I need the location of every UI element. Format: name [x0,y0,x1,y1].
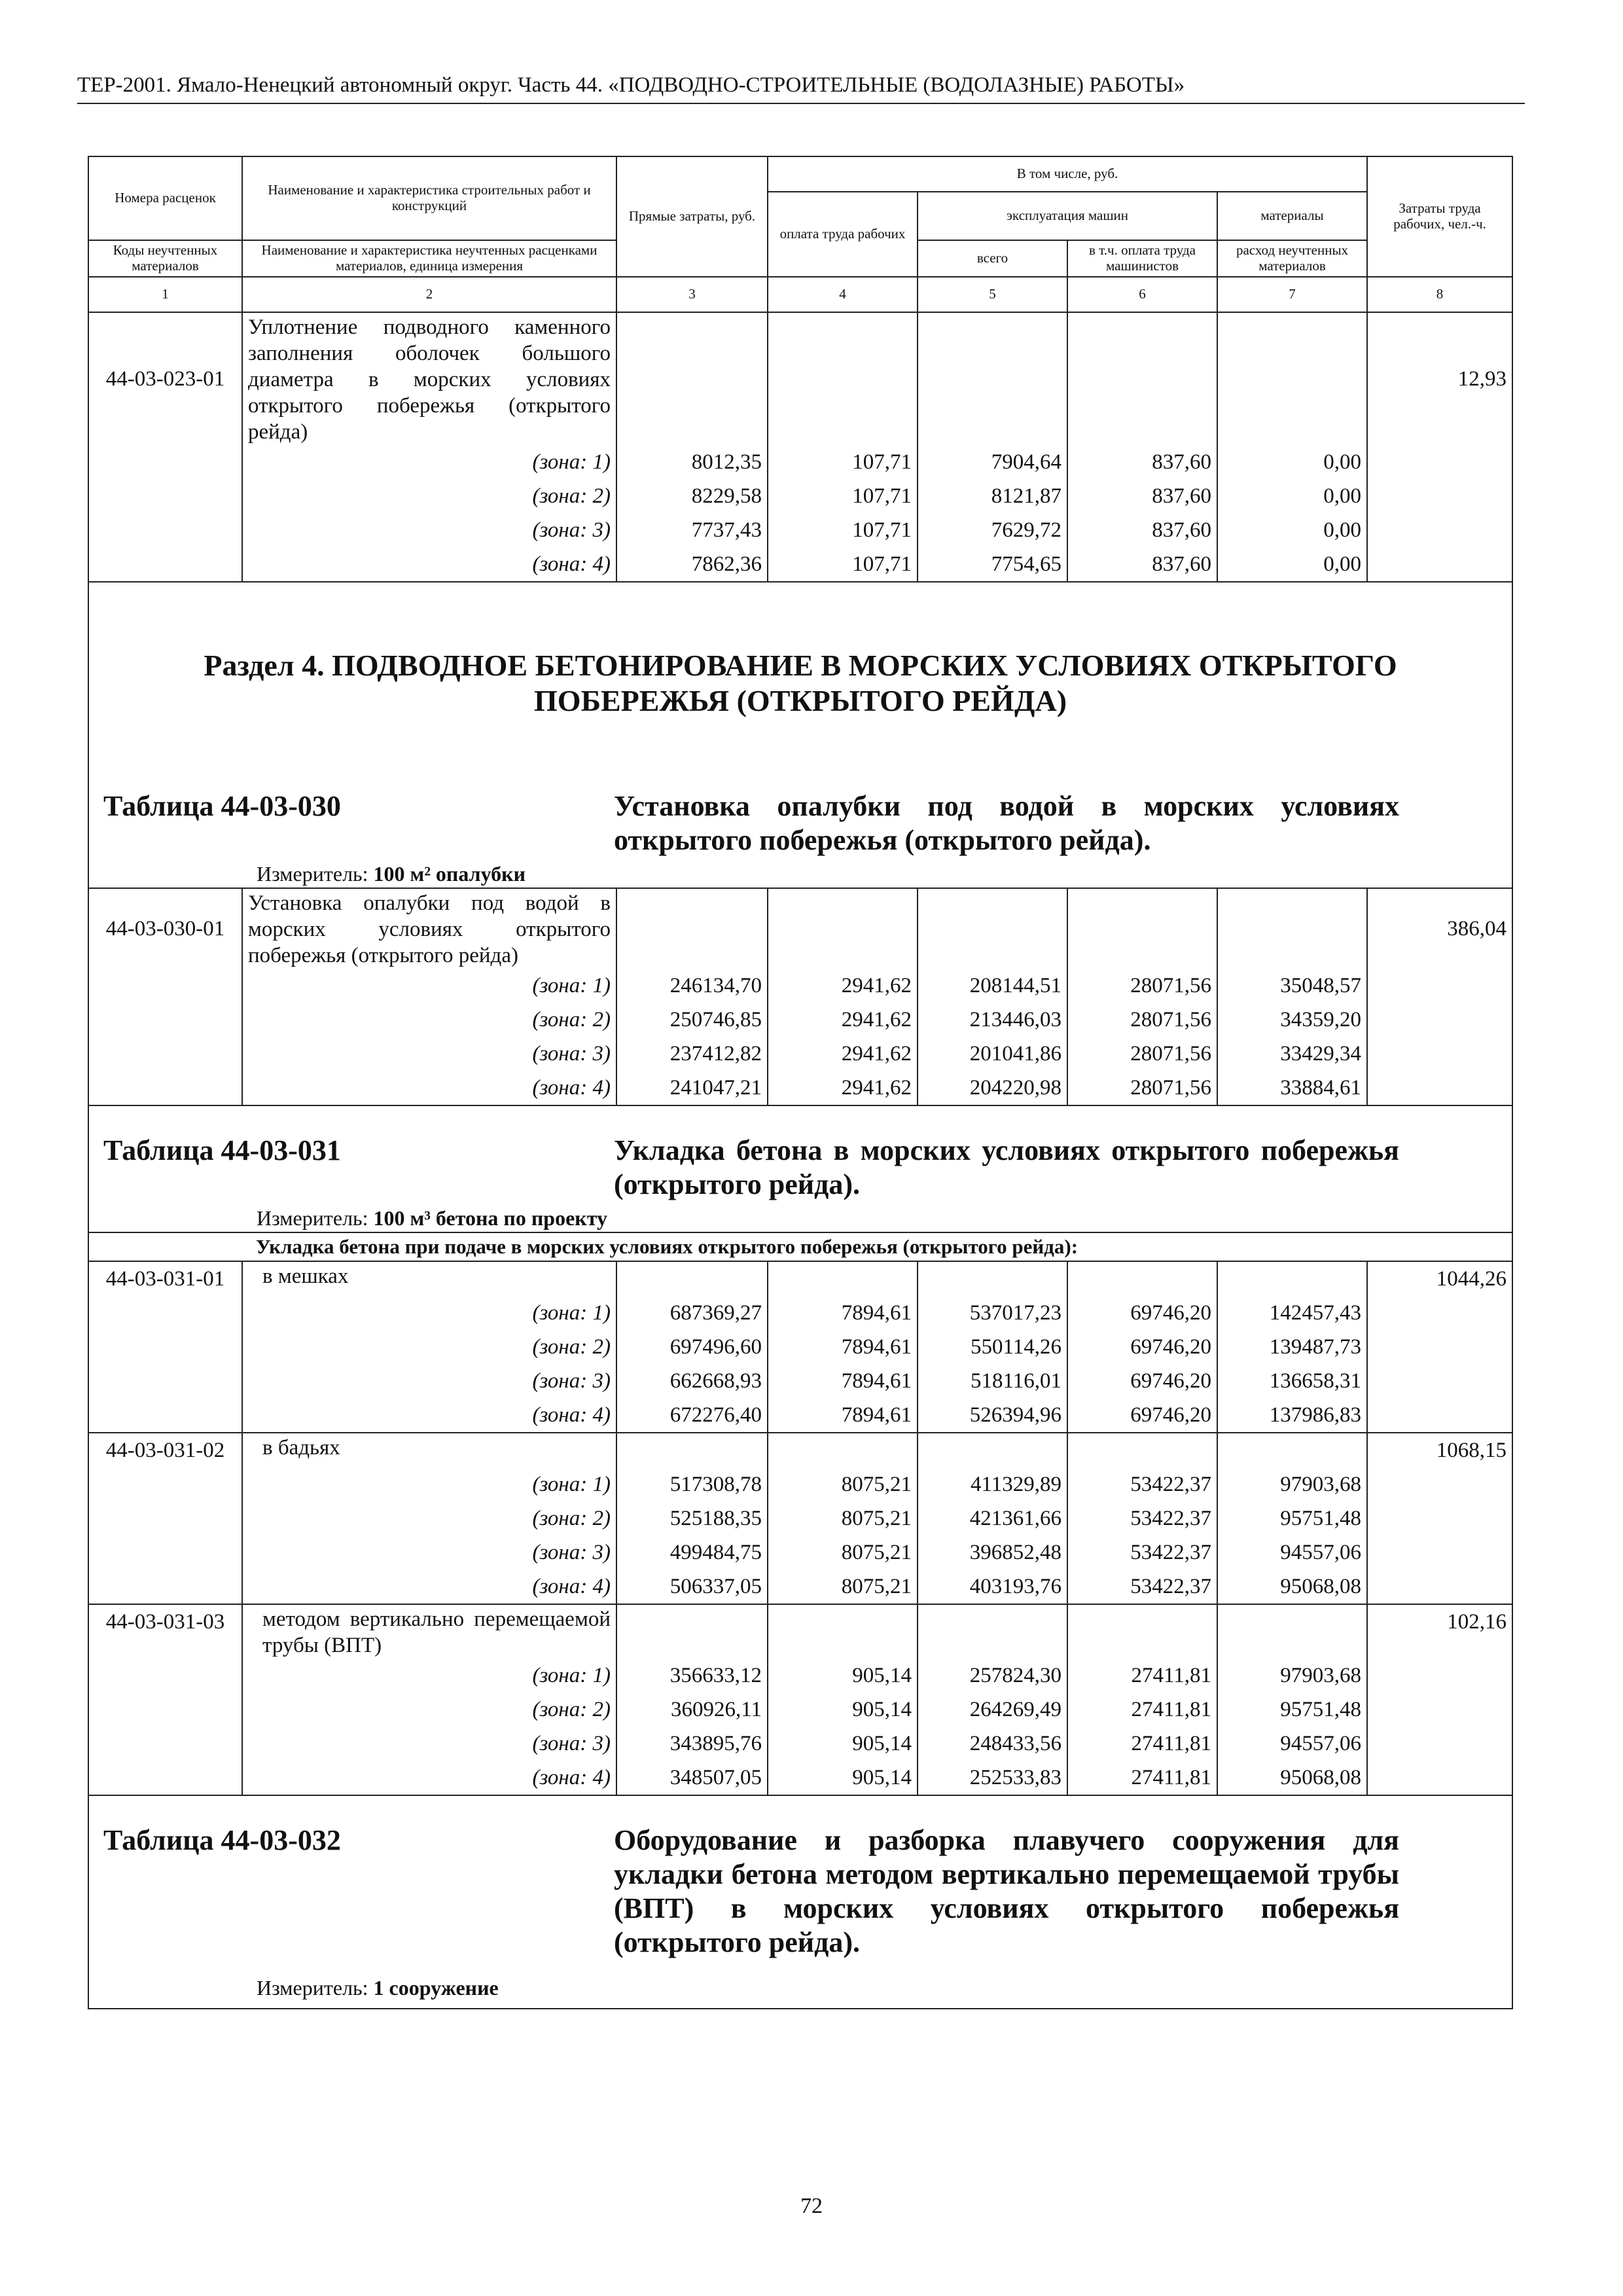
empty-cell [88,1003,242,1037]
zone-label: (зона: 3) [242,1364,616,1398]
empty-cell [1367,1693,1512,1727]
empty-cell [1367,1501,1512,1535]
measure-prefix: Измеритель: [257,1976,374,2000]
col-number: 8 [1367,277,1512,312]
direct-cost: 343895,76 [616,1727,768,1761]
materials-cost: 0,00 [1217,445,1367,479]
empty-cell [1367,1037,1512,1071]
wages-cost: 8075,21 [768,1570,918,1604]
materials-cost: 0,00 [1217,479,1367,513]
zone-row [88,547,1512,582]
rate-group-023 [88,312,1512,445]
price-table-grid [88,156,1513,2009]
direct-cost: 672276,40 [616,1398,768,1433]
zone-row [88,1761,1512,1795]
empty-cell [88,1398,242,1433]
col-name-header: Наименование и характеристика строительных работ и конструкций [242,156,616,240]
machines-cost: 518116,01 [918,1364,1067,1398]
wages-cost: 2941,62 [768,969,918,1003]
materials-cost: 137986,83 [1217,1398,1367,1433]
machinist-wages: 53422,37 [1067,1467,1217,1501]
empty-cell [88,513,242,547]
direct-cost: 356633,12 [616,1659,768,1693]
zone-row [88,1501,1512,1535]
table-number: Таблица 44-03-032 [103,1824,341,1856]
machines-cost: 526394,96 [918,1398,1067,1433]
materials-cost: 0,00 [1217,547,1367,582]
zone-row [88,1727,1512,1761]
col-codes-header: Коды неучтенных материалов [88,240,242,277]
wages-cost: 8075,21 [768,1467,918,1501]
machines-cost: 213446,03 [918,1003,1067,1037]
rate-description: Установка опалубки под водой в морских условиях открытого побережья (открытого рейда) [242,888,616,969]
machines-cost: 537017,23 [918,1296,1067,1330]
machinist-wages: 28071,56 [1067,1071,1217,1105]
machinist-wages: 53422,37 [1067,1501,1217,1535]
col-number: 3 [616,277,768,312]
machinist-wages: 837,60 [1067,547,1217,582]
section-title-line-2: ПОБЕРЕЖЬЯ (ОТКРЫТОГО РЕЙДА) [534,684,1067,717]
materials-cost: 142457,43 [1217,1296,1367,1330]
rate-row [88,1604,1512,1659]
rate-groups-031 [88,1261,1512,1795]
empty-cell [1067,1261,1217,1296]
measure-unit [103,1960,1501,2001]
measure-unit [103,1202,1501,1232]
direct-cost: 250746,85 [616,1003,768,1037]
zone-label: (зона: 2) [242,1003,616,1037]
materials-cost: 94557,06 [1217,1535,1367,1570]
zone-label: (зона: 3) [242,1037,616,1071]
rate-description: методом вертикально перемещаемой трубы (ВПТ) [242,1604,616,1659]
machines-cost: 204220,98 [918,1071,1067,1105]
machines-cost: 248433,56 [918,1727,1067,1761]
machines-cost: 421361,66 [918,1501,1067,1535]
zone-rows-023 [88,445,1512,582]
machinist-wages: 837,60 [1067,513,1217,547]
table-title: Укладка бетона в морских условиях открытого побережья (открытого рейда). [614,1134,1399,1200]
zone-row [88,969,1512,1003]
zone-label: (зона: 1) [242,1467,616,1501]
machines-cost: 403193,76 [918,1570,1067,1604]
materials-cost: 34359,20 [1217,1003,1367,1037]
wages-cost: 7894,61 [768,1398,918,1433]
machines-cost: 550114,26 [918,1330,1067,1364]
zone-row [88,1570,1512,1604]
empty-cell [1367,513,1512,547]
col-number: 7 [1217,277,1367,312]
machinist-wages: 69746,20 [1067,1364,1217,1398]
materials-cost: 94557,06 [1217,1727,1367,1761]
measure-value: 100 м³ бетона по проекту [373,1206,608,1230]
materials-cost: 95068,08 [1217,1761,1367,1795]
machines-cost: 7629,72 [918,513,1067,547]
machines-cost: 7904,64 [918,445,1067,479]
zone-label: (зона: 2) [242,1501,616,1535]
labor-value: 102,16 [1367,1604,1512,1659]
wages-cost: 8075,21 [768,1501,918,1535]
wages-cost: 7894,61 [768,1364,918,1398]
direct-cost: 687369,27 [616,1296,768,1330]
rate-code: 44-03-031-02 [88,1433,242,1467]
empty-cell [88,969,242,1003]
empty-cell [88,1296,242,1330]
empty-cell [1367,547,1512,582]
col-number: 5 [918,277,1067,312]
zone-row [88,1693,1512,1727]
zone-row [88,1467,1512,1501]
table-032-heading [88,1795,1512,2009]
col-numbers-header: Номера расценок [88,156,242,240]
wages-cost: 2941,62 [768,1003,918,1037]
empty-cell [1217,1604,1367,1659]
rate-code: 44-03-031-03 [88,1604,242,1659]
zone-row [88,445,1512,479]
col-machines-header: эксплуатация машин [918,192,1217,240]
machinist-wages: 28071,56 [1067,1003,1217,1037]
zone-label: (зона: 1) [242,969,616,1003]
direct-cost: 517308,78 [616,1467,768,1501]
zone-label: (зона: 1) [242,1659,616,1693]
zone-row [88,1398,1512,1433]
table-031-heading [88,1105,1512,1261]
zone-label: (зона: 3) [242,513,616,547]
measure-prefix: Измеритель: [257,1206,374,1230]
machines-cost: 208144,51 [918,969,1067,1003]
direct-cost: 525188,35 [616,1501,768,1535]
empty-cell [1367,479,1512,513]
wages-cost: 905,14 [768,1659,918,1693]
zone-label: (зона: 2) [242,1330,616,1364]
col-wages-header: оплата труда рабочих [768,192,918,277]
zone-row [88,1037,1512,1071]
empty-cell [88,1761,242,1795]
labor-value: 1068,15 [1367,1433,1512,1467]
table-title: Установка опалубки под водой в морских условиях открытого побережья (открытого рейда). [614,790,1399,856]
zone-row [88,1296,1512,1330]
direct-cost: 348507,05 [616,1761,768,1795]
machinist-wages: 27411,81 [1067,1659,1217,1693]
empty-cell [1367,969,1512,1003]
zone-row [88,1071,1512,1105]
empty-cell [1217,1433,1367,1467]
rate-code: 44-03-031-01 [88,1261,242,1296]
machines-cost: 257824,30 [918,1659,1067,1693]
empty-cell [1367,1659,1512,1693]
wages-cost: 107,71 [768,445,918,479]
machines-cost: 8121,87 [918,479,1067,513]
zone-row [88,513,1512,547]
direct-cost: 241047,21 [616,1071,768,1105]
empty-cell [88,1535,242,1570]
direct-cost: 662668,93 [616,1364,768,1398]
zone-row [88,1003,1512,1037]
wages-cost: 905,14 [768,1761,918,1795]
labor-value: 386,04 [1367,888,1512,969]
machinist-wages: 53422,37 [1067,1535,1217,1570]
rate-row [88,888,1512,969]
materials-cost: 97903,68 [1217,1467,1367,1501]
materials-cost: 33429,34 [1217,1037,1367,1071]
machines-cost: 264269,49 [918,1693,1067,1727]
rate-group-030 [88,888,1512,969]
empty-cell [88,1570,242,1604]
zone-row [88,1364,1512,1398]
machines-cost: 201041,86 [918,1037,1067,1071]
empty-cell [88,1727,242,1761]
machines-cost: 7754,65 [918,547,1067,582]
section-heading [88,582,1512,738]
col-direct-header: Прямые затраты, руб. [616,156,768,277]
zone-row [88,1535,1512,1570]
materials-cost: 35048,57 [1217,969,1367,1003]
labor-value: 12,93 [1367,312,1512,445]
zone-label: (зона: 2) [242,1693,616,1727]
rate-code: 44-03-030-01 [88,888,242,969]
zone-label: (зона: 4) [242,1071,616,1105]
wages-cost: 7894,61 [768,1296,918,1330]
empty-cell [88,1467,242,1501]
materials-cost: 0,00 [1217,513,1367,547]
empty-cell [1367,1364,1512,1398]
materials-cost: 95751,48 [1217,1693,1367,1727]
wages-cost: 2941,62 [768,1071,918,1105]
zone-label: (зона: 2) [242,479,616,513]
col-number: 1 [88,277,242,312]
direct-cost: 8229,58 [616,479,768,513]
direct-cost: 697496,60 [616,1330,768,1364]
section-title-line-1: Раздел 4. ПОДВОДНОЕ БЕТОНИРОВАНИЕ В МОРСКИХ УСЛОВИЯХ ОТКРЫТОГО [204,649,1397,682]
zone-label: (зона: 4) [242,1761,616,1795]
machinist-wages: 69746,20 [1067,1296,1217,1330]
direct-cost: 246134,70 [616,969,768,1003]
empty-cell [616,1261,768,1296]
col-name-materials-header: Наименование и характеристика неучтенных расценками материалов, единица измерения [242,240,616,277]
rate-description: в бадьях [242,1433,616,1467]
machinist-wages: 28071,56 [1067,1037,1217,1071]
measure-value: 1 сооружение [373,1976,499,2000]
direct-cost: 360926,11 [616,1693,768,1727]
wages-cost: 107,71 [768,513,918,547]
empty-cell [918,1604,1067,1659]
table-number: Таблица 44-03-030 [103,790,341,822]
empty-cell [1367,1570,1512,1604]
machinist-wages: 27411,81 [1067,1761,1217,1795]
empty-cell [1067,1604,1217,1659]
machines-cost: 411329,89 [918,1467,1067,1501]
wages-cost: 905,14 [768,1727,918,1761]
labor-value: 1044,26 [1367,1261,1512,1296]
machinist-wages: 27411,81 [1067,1727,1217,1761]
wages-cost: 8075,21 [768,1535,918,1570]
col-machinist-header: в т.ч. оплата труда машинистов [1067,240,1217,277]
machines-cost: 396852,48 [918,1535,1067,1570]
empty-cell [1367,1003,1512,1037]
machinist-wages: 27411,81 [1067,1693,1217,1727]
col-number: 4 [768,277,918,312]
empty-cell [1367,1535,1512,1570]
direct-cost: 499484,75 [616,1535,768,1570]
col-labor-header: Затраты труда рабочих, чел.-ч. [1367,156,1512,277]
table-030-heading [88,738,1512,888]
zone-label: (зона: 1) [242,445,616,479]
column-numbering [88,277,1512,312]
col-materials-header: материалы [1217,192,1367,240]
machinist-wages: 837,60 [1067,479,1217,513]
empty-cell [88,445,242,479]
machinist-wages: 53422,37 [1067,1570,1217,1604]
machinist-wages: 28071,56 [1067,969,1217,1003]
empty-cell [1067,1433,1217,1467]
table-header [88,156,1512,312]
empty-cell [88,1693,242,1727]
empty-cell [768,1261,918,1296]
empty-cell [88,1071,242,1105]
materials-cost: 97903,68 [1217,1659,1367,1693]
empty-cell [616,1604,768,1659]
empty-cell [918,1261,1067,1296]
machinist-wages: 837,60 [1067,445,1217,479]
col-unaccounted-header: расход неучтенных материалов [1217,240,1367,277]
price-table [88,156,1512,2009]
zone-row [88,479,1512,513]
empty-cell [1367,1330,1512,1364]
materials-cost: 139487,73 [1217,1330,1367,1364]
zone-rows-030 [88,969,1512,1105]
measure-value: 100 м² опалубки [373,862,526,886]
empty-cell [1367,1071,1512,1105]
zone-label: (зона: 3) [242,1727,616,1761]
col-total-header: всего [918,240,1067,277]
rate-description: в мешках [242,1261,616,1296]
empty-cell [88,1330,242,1364]
rate-row [88,1261,1512,1296]
page-number: 72 [800,2194,823,2218]
empty-cell [1367,1398,1512,1433]
table-number: Таблица 44-03-031 [103,1134,341,1166]
rate-code: 44-03-023-01 [88,312,242,445]
empty-cell [918,1433,1067,1467]
col-including-header: В том числе, руб. [768,156,1367,192]
zone-label: (зона: 4) [242,1570,616,1604]
empty-cell [88,547,242,582]
table-title: Оборудование и разборка плавучего сооружения для укладки бетона методом вертикально перемещаемой трубы (ВПТ) в морских условиях открытого побережья (открытого рейда). [614,1824,1399,1958]
measure-prefix: Измеритель: [257,862,374,886]
rate-row [88,312,1512,445]
rate-row [88,1433,1512,1467]
wages-cost: 905,14 [768,1693,918,1727]
empty-cell [88,1501,242,1535]
section-title [88,582,1512,738]
direct-cost: 506337,05 [616,1570,768,1604]
empty-cell [1367,1727,1512,1761]
direct-cost: 237412,82 [616,1037,768,1071]
empty-cell [1367,1296,1512,1330]
wages-cost: 2941,62 [768,1037,918,1071]
measure-unit [103,857,1501,888]
empty-cell [768,1433,918,1467]
machines-cost: 252533,83 [918,1761,1067,1795]
col-number: 6 [1067,277,1217,312]
empty-cell [1367,1467,1512,1501]
materials-cost: 95068,08 [1217,1570,1367,1604]
machinist-wages: 69746,20 [1067,1398,1217,1433]
empty-cell [768,1604,918,1659]
zone-label: (зона: 1) [242,1296,616,1330]
materials-cost: 95751,48 [1217,1501,1367,1535]
empty-cell [88,1364,242,1398]
empty-cell [1367,445,1512,479]
wages-cost: 107,71 [768,479,918,513]
materials-cost: 136658,31 [1217,1364,1367,1398]
zone-label: (зона: 4) [242,547,616,582]
empty-cell [1367,1761,1512,1795]
zone-row [88,1330,1512,1364]
page-header: ТЕР-2001. Ямало-Ненецкий автономный округ. Часть 44. «ПОДВОДНО-СТРОИТЕЛЬНЫЕ (ВОДОЛАЗНЫЕ) РАБОТЫ» [77,73,1525,104]
zone-label: (зона: 4) [242,1398,616,1433]
zone-label: (зона: 3) [242,1535,616,1570]
machinist-wages: 69746,20 [1067,1330,1217,1364]
empty-cell [88,479,242,513]
empty-cell [88,1037,242,1071]
zone-row [88,1659,1512,1693]
empty-cell [1217,1261,1367,1296]
direct-cost: 8012,35 [616,445,768,479]
rate-description: Уплотнение подводного каменного заполнения оболочек большого диаметра в морских условиях открытого побережья (открытого рейда) [242,312,616,445]
wages-cost: 107,71 [768,547,918,582]
empty-cell [616,1433,768,1467]
direct-cost: 7737,43 [616,513,768,547]
wages-cost: 7894,61 [768,1330,918,1364]
empty-cell [88,1659,242,1693]
direct-cost: 7862,36 [616,547,768,582]
materials-cost: 33884,61 [1217,1071,1367,1105]
col-number: 2 [242,277,616,312]
table-subheader: Укладка бетона при подаче в морских условиях открытого побережья (открытого рейда): [88,1232,1512,1261]
